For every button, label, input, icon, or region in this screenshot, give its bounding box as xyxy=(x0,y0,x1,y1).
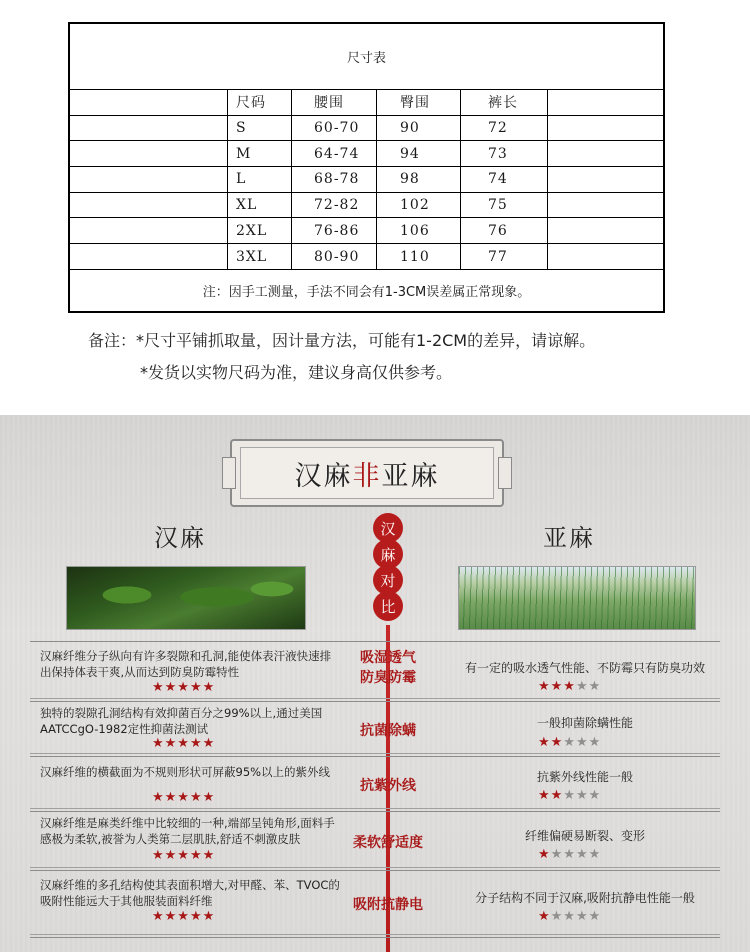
cell-size: 3XL xyxy=(236,248,268,265)
flax-rating-5 xyxy=(538,909,601,924)
flax-desc-1: 有一定的吸水透气性能、不防霉只有防臭功效 xyxy=(464,661,705,675)
row-separator xyxy=(30,811,720,812)
flax-rating-5-empty: ★★★★ xyxy=(550,909,602,924)
header-hip: 臀围 xyxy=(400,95,430,112)
flax-rating-1 xyxy=(538,679,601,694)
flax-rating-1-empty: ★★ xyxy=(575,679,602,694)
flax-desc-5: 分子结构不同于汉麻,吸附抗静电性能一般 xyxy=(475,891,695,905)
cell-waist: 68-78 xyxy=(314,171,360,188)
flax-rating-4 xyxy=(538,847,601,862)
size-table-title: 尺寸表 xyxy=(70,24,663,90)
row-separator xyxy=(30,870,720,871)
table-divider xyxy=(460,90,461,270)
hemp-rating-1: ★★★★★ xyxy=(152,680,216,695)
cell-size: M xyxy=(236,145,252,162)
hemp-desc-3: 汉麻纤维的横截面为不规则形状可屏蔽95%以上的紫外线 xyxy=(40,765,331,779)
cell-hip: 106 xyxy=(400,222,430,239)
remark-line-2: *发货以实物尺码为准，建议身高仅供参考。 xyxy=(140,363,453,382)
hemp-desc-4: 汉麻纤维是麻类纤维中比较细的一种,端部呈钝角形,面料手感极为柔软,被誉为人类第二层肌肤,舒适不刺激皮肤 xyxy=(40,816,335,846)
remark-line-1: 备注：*尺寸平铺抓取量，因计量方法，可能有1-2CM的差异，请谅解。 xyxy=(88,331,596,350)
header-waist: 腰围 xyxy=(314,95,344,112)
cell-waist: 72-82 xyxy=(314,197,360,214)
hemp-rating-3: ★★★★★ xyxy=(152,790,216,805)
vs-char-3: 对 xyxy=(373,565,403,595)
row-separator xyxy=(30,867,720,868)
vs-char-2: 麻 xyxy=(373,539,403,569)
header-length: 裤长 xyxy=(488,95,518,112)
hemp-rating-5: ★★★★★ xyxy=(152,909,216,924)
cell-waist: 76-86 xyxy=(314,222,360,239)
table-divider xyxy=(291,90,292,270)
cell-size: L xyxy=(236,171,247,188)
cell-length: 74 xyxy=(488,171,508,188)
flax-desc-2: 一般抑菌除螨性能 xyxy=(536,716,633,730)
cell-size: 2XL xyxy=(236,222,268,239)
table-row xyxy=(70,244,663,270)
row-separator xyxy=(30,756,720,757)
cell-hip: 110 xyxy=(400,248,430,265)
feature-label-1 xyxy=(340,648,436,688)
cell-length: 77 xyxy=(488,248,508,265)
feature-label-1-line1: 吸湿透气 xyxy=(360,650,416,666)
row-separator xyxy=(30,698,720,699)
cell-hip: 102 xyxy=(400,197,430,214)
flax-rating-4-empty: ★★★★ xyxy=(550,847,602,862)
hemp-title: 汉麻 xyxy=(154,524,206,552)
flax-desc-4: 纤维偏硬易断裂、变形 xyxy=(524,829,645,843)
row-separator xyxy=(30,934,720,935)
feature-label-4: 柔软舒适度 xyxy=(353,835,423,851)
cell-waist: 80-90 xyxy=(314,248,360,265)
comparison-banner xyxy=(230,439,504,507)
table-divider xyxy=(227,90,228,270)
header-size: 尺码 xyxy=(236,95,266,112)
table-row xyxy=(70,116,663,142)
banner-title-part1: 汉麻 xyxy=(294,460,353,492)
feature-label-5: 吸附抗静电 xyxy=(353,897,423,913)
table-row xyxy=(70,141,663,167)
flax-desc-3: 抗紫外线性能一般 xyxy=(536,770,633,784)
flax-field-image xyxy=(458,566,696,630)
row-separator xyxy=(30,701,720,702)
size-table-note: 注：因手工测量，手法不同会有1-3CM误差属正常现象。 xyxy=(202,285,531,300)
cell-size: XL xyxy=(236,197,258,214)
hemp-rating-2: ★★★★★ xyxy=(152,736,216,751)
table-divider xyxy=(547,90,548,270)
flax-rating-1-filled: ★★★ xyxy=(538,679,576,694)
hemp-desc-5: 汉麻纤维的多孔结构使其表面积增大,对甲醛、苯、TVOC的吸附性能远大于其他服装面料纤维 xyxy=(40,878,340,908)
row-separator xyxy=(30,937,720,938)
cell-length: 72 xyxy=(488,120,508,137)
banner-title-part3: 亚麻 xyxy=(381,460,440,492)
row-separator xyxy=(30,808,720,809)
cell-hip: 98 xyxy=(400,171,420,188)
banner-title xyxy=(230,453,504,493)
flax-rating-4-filled: ★ xyxy=(538,847,551,862)
table-row xyxy=(70,219,663,245)
hemp-desc-2: 独特的裂隙孔洞结构有效抑菌百分之99%以上,通过美国AATCCgO-1982定性抑菌法测试 xyxy=(40,706,323,736)
cell-length: 75 xyxy=(488,197,508,214)
row-separator xyxy=(30,641,720,642)
hemp-desc-1: 汉麻纤维分子纵向有许多裂隙和孔洞,能使体表汗液快速排出保持体表干爽,从而达到防臭防霉特性 xyxy=(40,649,332,679)
feature-label-3: 抗紫外线 xyxy=(360,778,416,794)
cell-waist: 64-74 xyxy=(314,145,360,162)
flax-rating-5-filled: ★ xyxy=(538,909,551,924)
banner-title-part2: 非 xyxy=(352,460,382,492)
cell-waist: 60-70 xyxy=(314,120,360,137)
flax-rating-3-filled: ★★ xyxy=(538,788,564,803)
size-table-header xyxy=(70,90,663,116)
feature-label-2: 抗菌除螨 xyxy=(360,723,416,739)
cell-length: 76 xyxy=(488,222,508,239)
hemp-rating-4: ★★★★★ xyxy=(152,848,216,863)
cell-size: S xyxy=(236,120,247,137)
size-table xyxy=(68,22,665,313)
flax-rating-2-empty: ★★★ xyxy=(563,735,602,750)
cell-length: 73 xyxy=(488,145,508,162)
hemp-vs-flax-section xyxy=(0,415,750,952)
feature-label-1-line2: 防臭防霉 xyxy=(360,670,416,686)
flax-rating-3-empty: ★★★ xyxy=(563,788,602,803)
vs-char-1: 汉 xyxy=(373,513,403,543)
hemp-leaf-image xyxy=(66,566,306,630)
flax-rating-2-filled: ★★ xyxy=(538,735,564,750)
vs-char-4: 比 xyxy=(373,591,403,621)
table-row xyxy=(70,193,663,219)
flax-rating-2 xyxy=(538,735,601,750)
table-row xyxy=(70,167,663,193)
cell-hip: 94 xyxy=(400,145,420,162)
row-separator xyxy=(30,753,720,754)
flax-rating-3 xyxy=(538,788,601,803)
table-divider xyxy=(376,90,377,270)
cell-hip: 90 xyxy=(400,120,420,137)
flax-title: 亚麻 xyxy=(543,524,595,552)
